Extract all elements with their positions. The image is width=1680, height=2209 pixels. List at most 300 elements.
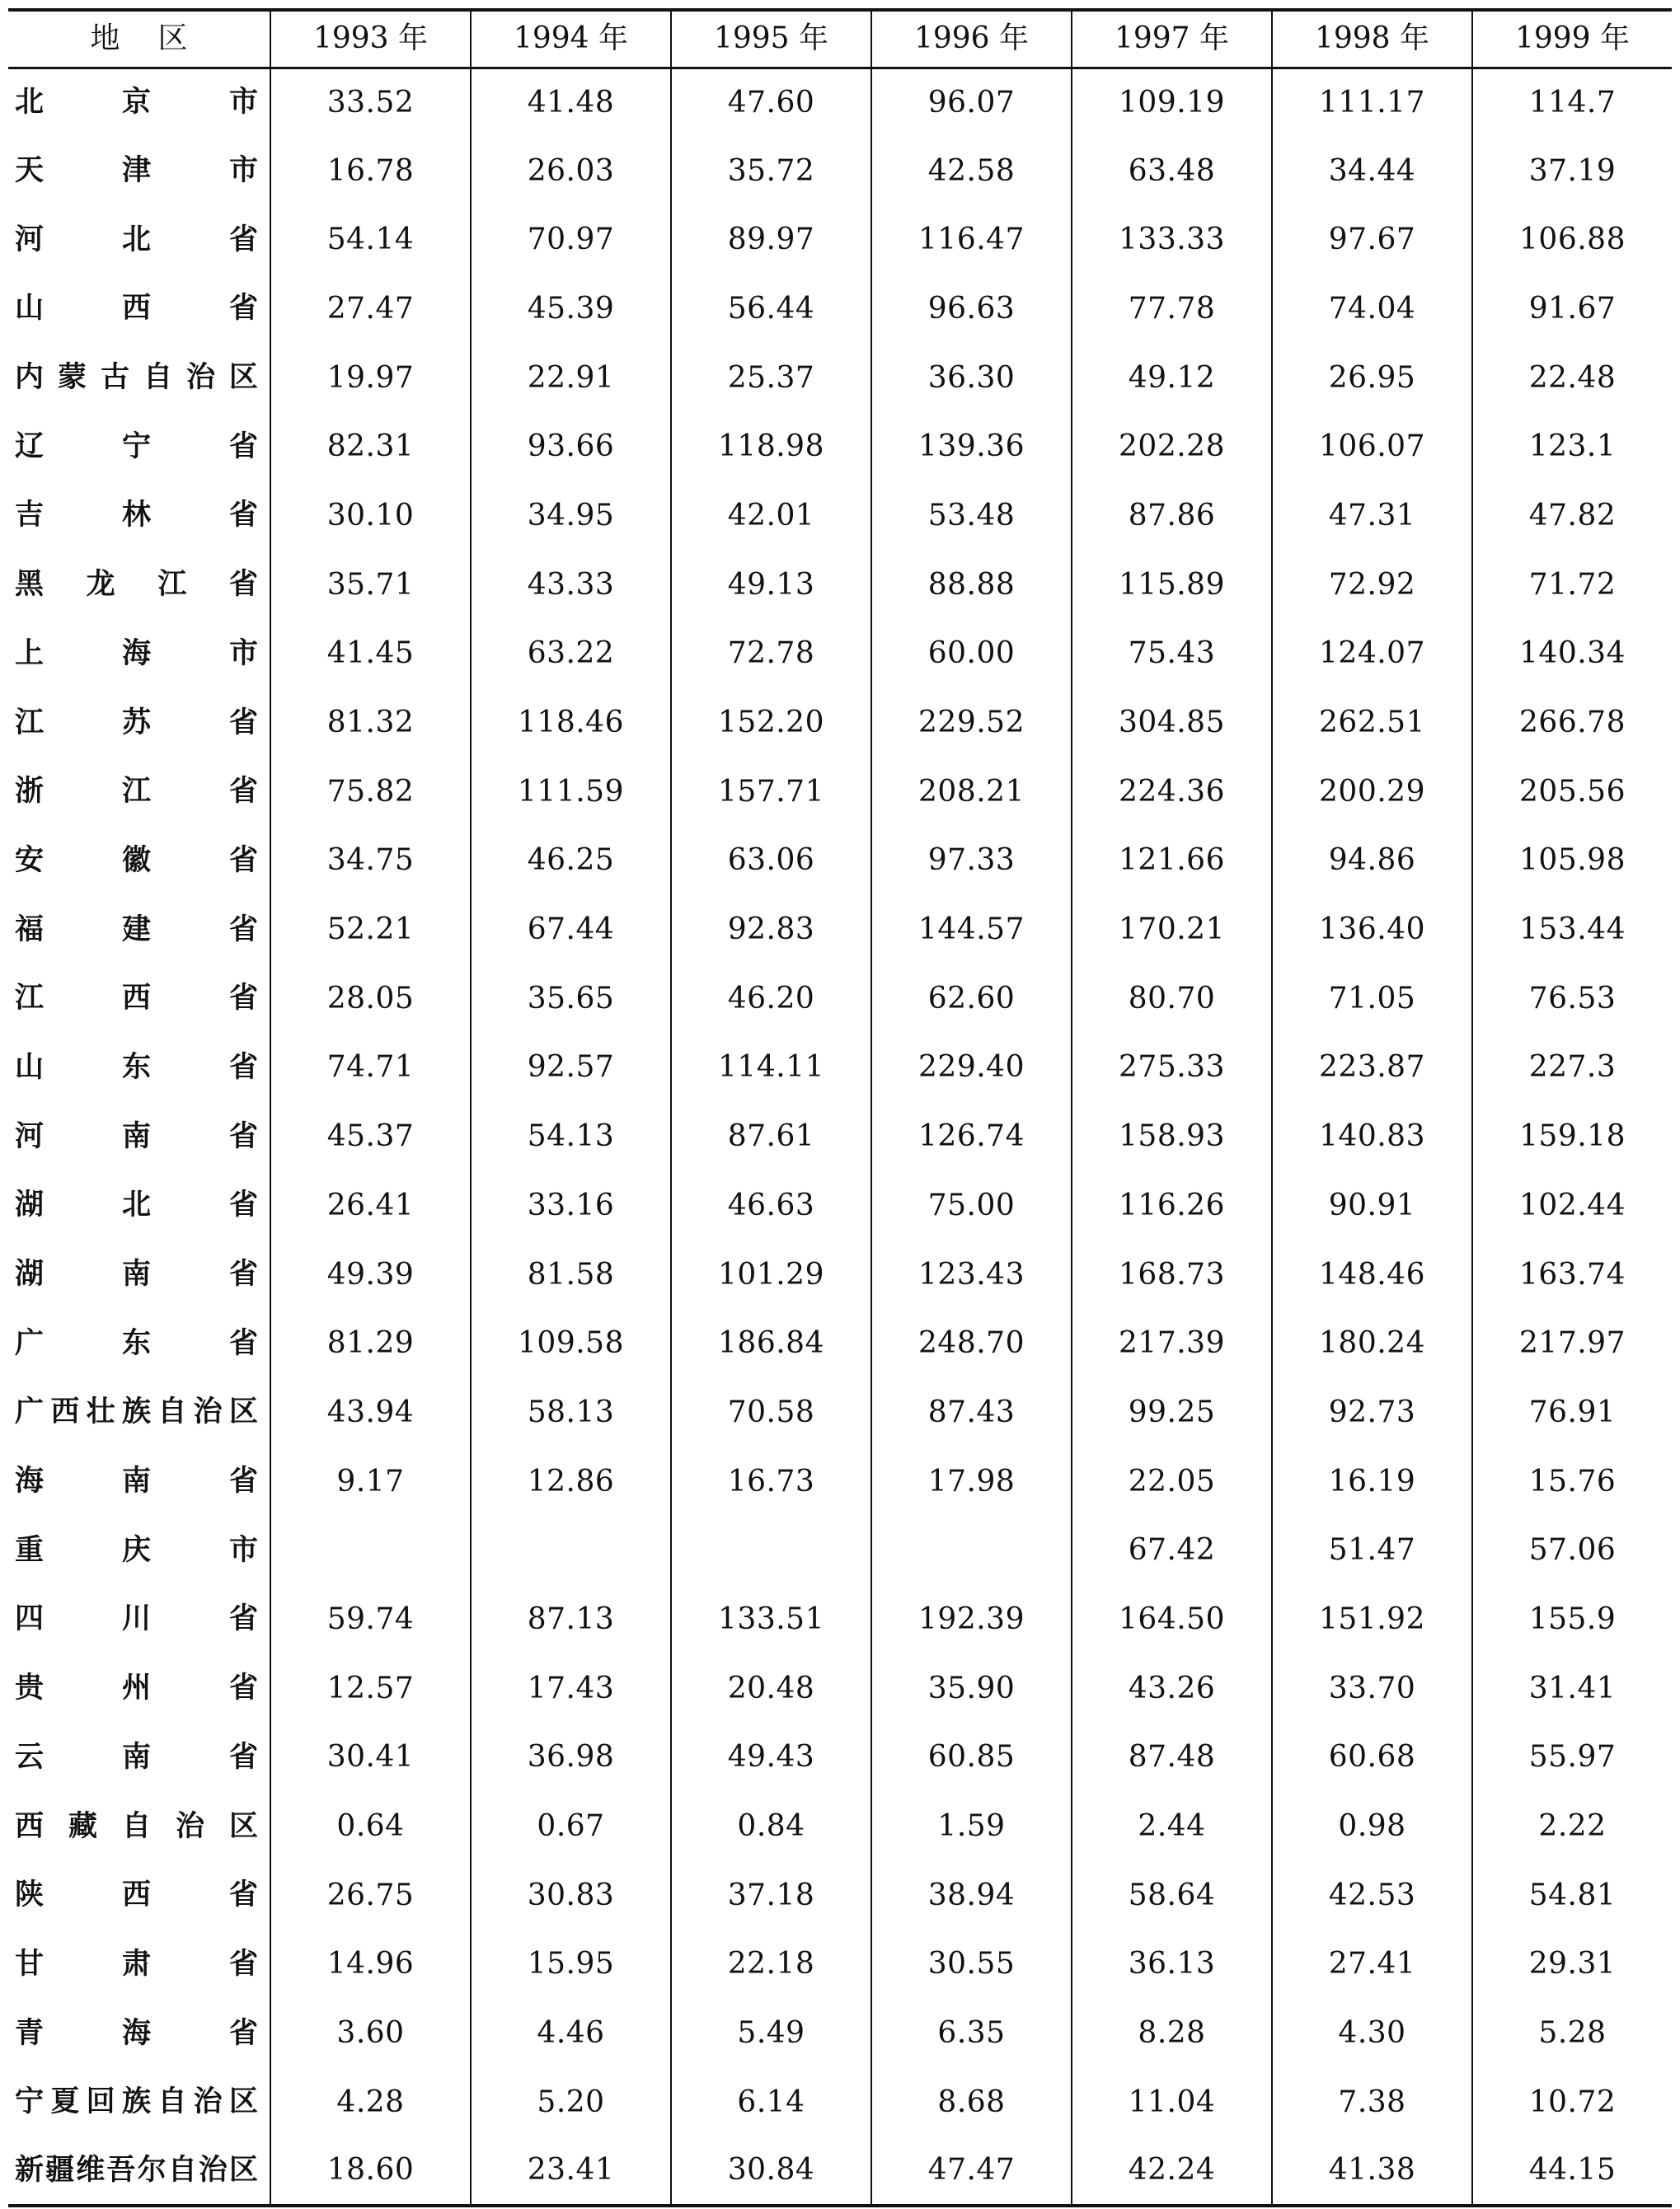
value-cell: 42.53 xyxy=(1272,1861,1472,1930)
value-cell: 14.96 xyxy=(270,1930,471,2000)
value-cell: 16.19 xyxy=(1272,1447,1472,1517)
region-char: 治 xyxy=(175,1809,204,1843)
value-cell: 77.78 xyxy=(1072,274,1272,344)
region-char: 省 xyxy=(228,499,258,532)
value-cell: 82.31 xyxy=(270,412,471,481)
region-char: 省 xyxy=(228,1465,258,1498)
value-cell: 87.43 xyxy=(871,1378,1072,1447)
region-cell xyxy=(8,1654,270,1724)
value-cell: 35.90 xyxy=(871,1654,1072,1724)
value-cell: 60.00 xyxy=(871,620,1072,689)
region-name xyxy=(15,1809,258,1843)
region-char: 新 xyxy=(15,2153,45,2187)
value-cell: 35.71 xyxy=(270,551,471,620)
value-cell: 41.48 xyxy=(471,68,671,137)
value-cell: 140.34 xyxy=(1472,620,1672,689)
value-cell: 81.29 xyxy=(270,1309,471,1378)
value-cell: 49.12 xyxy=(1072,344,1272,413)
region-char: 建 xyxy=(121,912,151,946)
value-cell: 36.98 xyxy=(471,1724,671,1793)
region-char: 省 xyxy=(228,1326,258,1360)
region-char: 苏 xyxy=(121,706,151,739)
value-cell: 33.70 xyxy=(1272,1654,1472,1724)
header-year: 1993 年 xyxy=(270,10,471,68)
table-row xyxy=(8,274,1672,344)
region-char: 市 xyxy=(228,1533,258,1567)
region-char: 省 xyxy=(228,982,258,1015)
value-cell: 37.18 xyxy=(671,1861,871,1930)
region-char: 吾 xyxy=(106,2153,136,2187)
table-row xyxy=(8,1930,1672,2000)
value-cell: 170.21 xyxy=(1072,895,1272,964)
value-cell: 81.58 xyxy=(471,1241,671,1310)
value-cell: 60.68 xyxy=(1272,1724,1472,1793)
value-cell: 46.25 xyxy=(471,827,671,896)
region-char: 区 xyxy=(228,2153,258,2187)
value-cell: 8.28 xyxy=(1072,1999,1272,2068)
region-char: 西 xyxy=(121,982,151,1015)
value-cell: 87.86 xyxy=(1072,481,1272,551)
region-char: 海 xyxy=(15,1465,45,1498)
region-cell xyxy=(8,1102,270,1171)
value-cell: 121.66 xyxy=(1072,827,1272,896)
region-char: 安 xyxy=(15,843,45,877)
table-row xyxy=(8,68,1672,137)
value-cell xyxy=(871,1516,1072,1585)
region-char: 北 xyxy=(15,86,45,120)
region-name xyxy=(15,292,258,326)
region-name xyxy=(15,1119,258,1153)
region-cell xyxy=(8,688,270,757)
value-cell: 126.74 xyxy=(871,1102,1072,1171)
value-cell: 46.20 xyxy=(671,964,871,1034)
region-char: 京 xyxy=(121,86,151,120)
region-char: 市 xyxy=(228,154,258,188)
region-char: 林 xyxy=(121,499,151,532)
region-char: 贵 xyxy=(15,1672,45,1705)
value-cell: 304.85 xyxy=(1072,688,1272,757)
value-cell: 208.21 xyxy=(871,757,1072,827)
table-row xyxy=(8,1034,1672,1103)
value-cell: 133.33 xyxy=(1072,205,1272,274)
region-char: 四 xyxy=(15,1602,45,1636)
value-cell: 54.13 xyxy=(471,1102,671,1171)
region-char: 自 xyxy=(157,2085,187,2119)
region-cell xyxy=(8,68,270,137)
value-cell: 35.72 xyxy=(671,137,871,206)
value-cell: 96.63 xyxy=(871,274,1072,344)
value-cell: 22.48 xyxy=(1472,344,1672,413)
region-cell xyxy=(8,1792,270,1861)
value-cell: 49.43 xyxy=(671,1724,871,1793)
value-cell xyxy=(671,1516,871,1585)
value-cell: 90.91 xyxy=(1272,1171,1472,1241)
value-cell: 35.65 xyxy=(471,964,671,1034)
value-cell: 205.56 xyxy=(1472,757,1672,827)
value-cell: 33.52 xyxy=(270,68,471,137)
value-cell: 124.07 xyxy=(1272,620,1472,689)
table-row xyxy=(8,1792,1672,1861)
region-name xyxy=(15,568,258,602)
value-cell: 99.25 xyxy=(1072,1378,1272,1447)
value-cell: 43.33 xyxy=(471,551,671,620)
region-char: 广 xyxy=(15,1395,45,1429)
value-cell: 54.14 xyxy=(270,205,471,274)
value-cell: 229.40 xyxy=(871,1034,1072,1103)
region-name xyxy=(15,1050,258,1084)
value-cell: 0.67 xyxy=(471,1792,671,1861)
region-cell xyxy=(8,1378,270,1447)
value-cell: 106.88 xyxy=(1472,205,1672,274)
value-cell: 139.36 xyxy=(871,412,1072,481)
value-cell: 116.26 xyxy=(1072,1171,1272,1241)
region-char: 宁 xyxy=(121,429,151,463)
region-char: 省 xyxy=(228,1878,258,1912)
value-cell: 81.32 xyxy=(270,688,471,757)
header-region-label xyxy=(8,21,270,56)
region-char: 浙 xyxy=(15,775,45,809)
table-row xyxy=(8,2137,1672,2207)
region-name xyxy=(15,1674,258,1703)
table-row xyxy=(8,1516,1672,1585)
table-row xyxy=(8,1309,1672,1378)
value-cell: 9.17 xyxy=(270,1447,471,1517)
table-row xyxy=(8,481,1672,551)
header-region-char: 区 xyxy=(157,21,188,56)
region-name xyxy=(15,912,258,946)
region-cell xyxy=(8,137,270,206)
value-cell: 94.86 xyxy=(1272,827,1472,896)
region-char: 陕 xyxy=(15,1878,45,1912)
header-year: 1998 年 xyxy=(1272,10,1472,68)
value-cell: 15.76 xyxy=(1472,1447,1672,1517)
value-cell: 52.21 xyxy=(270,895,471,964)
region-char: 维 xyxy=(76,2153,106,2187)
table-body xyxy=(8,68,1672,2206)
value-cell: 36.30 xyxy=(871,344,1072,413)
region-char: 山 xyxy=(15,292,45,326)
table-row xyxy=(8,551,1672,620)
value-cell: 16.73 xyxy=(671,1447,871,1517)
value-cell: 136.40 xyxy=(1272,895,1472,964)
value-cell: 22.18 xyxy=(671,1930,871,2000)
region-char: 江 xyxy=(15,706,45,739)
value-cell: 27.47 xyxy=(270,274,471,344)
region-char: 省 xyxy=(228,1119,258,1153)
region-char: 省 xyxy=(228,1189,258,1222)
region-name xyxy=(15,1533,258,1567)
region-char: 龙 xyxy=(86,568,115,602)
value-cell: 43.94 xyxy=(270,1378,471,1447)
value-cell: 6.14 xyxy=(671,2068,871,2137)
region-name xyxy=(15,1395,258,1429)
region-cell xyxy=(8,1171,270,1241)
value-cell: 58.64 xyxy=(1072,1861,1272,1930)
region-char: 省 xyxy=(228,2016,258,2050)
region-name xyxy=(15,2153,258,2187)
header-year: 1994 年 xyxy=(471,10,671,68)
value-cell: 51.47 xyxy=(1272,1516,1472,1585)
region-name xyxy=(15,1878,258,1912)
region-char: 吉 xyxy=(15,499,45,532)
value-cell: 18.60 xyxy=(270,2137,471,2207)
value-cell: 31.41 xyxy=(1472,1654,1672,1724)
value-cell: 33.16 xyxy=(471,1171,671,1241)
region-char: 东 xyxy=(121,1326,151,1360)
value-cell: 41.45 xyxy=(270,620,471,689)
value-cell: 89.97 xyxy=(671,205,871,274)
table-row xyxy=(8,205,1672,274)
region-char: 省 xyxy=(228,568,258,602)
value-cell: 76.91 xyxy=(1472,1378,1672,1447)
region-char: 湖 xyxy=(15,1189,45,1222)
value-cell: 202.28 xyxy=(1072,412,1272,481)
value-cell: 12.57 xyxy=(270,1654,471,1724)
region-name xyxy=(15,429,258,463)
region-char: 区 xyxy=(228,1395,258,1429)
value-cell: 30.55 xyxy=(871,1930,1072,2000)
value-cell: 266.78 xyxy=(1472,688,1672,757)
region-char: 青 xyxy=(15,2016,45,2050)
region-char: 西 xyxy=(121,292,151,326)
region-cell xyxy=(8,551,270,620)
region-name xyxy=(15,223,258,256)
value-cell: 123.43 xyxy=(871,1241,1072,1310)
value-cell: 74.04 xyxy=(1272,274,1472,344)
value-cell: 23.41 xyxy=(471,2137,671,2207)
region-cell xyxy=(8,481,270,551)
region-name xyxy=(15,843,258,877)
value-cell: 5.28 xyxy=(1472,1999,1672,2068)
value-cell: 53.48 xyxy=(871,481,1072,551)
region-cell xyxy=(8,2068,270,2137)
region-char: 省 xyxy=(228,1258,258,1292)
value-cell: 155.9 xyxy=(1472,1585,1672,1654)
value-cell: 72.78 xyxy=(671,620,871,689)
value-cell: 92.83 xyxy=(671,895,871,964)
region-char: 回 xyxy=(86,2085,115,2119)
value-cell: 75.82 xyxy=(270,757,471,827)
value-cell: 27.41 xyxy=(1272,1930,1472,2000)
region-char: 徽 xyxy=(121,843,151,877)
value-cell: 168.73 xyxy=(1072,1241,1272,1310)
value-cell: 133.51 xyxy=(671,1585,871,1654)
value-cell: 1.59 xyxy=(871,1792,1072,1861)
region-char: 江 xyxy=(15,982,45,1015)
region-char: 北 xyxy=(121,223,151,256)
table-row xyxy=(8,344,1672,413)
value-cell: 30.10 xyxy=(270,481,471,551)
value-cell: 164.50 xyxy=(1072,1585,1272,1654)
value-cell: 49.13 xyxy=(671,551,871,620)
region-char: 南 xyxy=(121,1258,151,1292)
region-char: 山 xyxy=(15,1050,45,1084)
value-cell: 26.41 xyxy=(270,1171,471,1241)
region-char: 治 xyxy=(193,2085,223,2119)
value-cell: 158.93 xyxy=(1072,1102,1272,1171)
region-char: 南 xyxy=(121,1740,151,1774)
table-row xyxy=(8,1447,1672,1517)
region-char: 自 xyxy=(167,2153,197,2187)
value-cell: 29.31 xyxy=(1472,1930,1672,2000)
value-cell: 2.22 xyxy=(1472,1792,1672,1861)
value-cell: 109.58 xyxy=(471,1309,671,1378)
region-name xyxy=(15,1467,258,1496)
region-char: 族 xyxy=(121,1395,151,1429)
value-cell xyxy=(471,1516,671,1585)
value-cell: 71.05 xyxy=(1272,964,1472,1034)
value-cell: 4.30 xyxy=(1272,1999,1472,2068)
region-cell xyxy=(8,1309,270,1378)
value-cell: 4.46 xyxy=(471,1999,671,2068)
region-name xyxy=(15,1191,258,1220)
table-row xyxy=(8,1241,1672,1310)
value-cell: 45.37 xyxy=(270,1102,471,1171)
value-cell: 275.33 xyxy=(1072,1034,1272,1103)
region-cell xyxy=(8,757,270,827)
region-cell xyxy=(8,1724,270,1793)
region-char: 省 xyxy=(228,1947,258,1981)
region-char: 天 xyxy=(15,154,45,188)
value-cell: 28.05 xyxy=(270,964,471,1034)
value-cell: 34.75 xyxy=(270,827,471,896)
value-cell: 43.26 xyxy=(1072,1654,1272,1724)
value-cell: 70.97 xyxy=(471,205,671,274)
header-row xyxy=(8,10,1672,68)
region-char: 河 xyxy=(15,1119,45,1153)
value-cell: 34.95 xyxy=(471,481,671,551)
value-cell: 159.18 xyxy=(1472,1102,1672,1171)
table-row xyxy=(8,137,1672,206)
region-name xyxy=(15,1602,258,1636)
value-cell: 58.13 xyxy=(471,1378,671,1447)
value-cell: 47.31 xyxy=(1272,481,1472,551)
region-char: 广 xyxy=(15,1326,45,1360)
region-char: 自 xyxy=(143,361,172,395)
value-cell: 101.29 xyxy=(671,1241,871,1310)
region-char: 市 xyxy=(228,636,258,670)
value-cell: 87.61 xyxy=(671,1102,871,1171)
region-char: 治 xyxy=(185,361,215,395)
value-cell: 97.33 xyxy=(871,827,1072,896)
region-char: 南 xyxy=(121,1119,151,1153)
value-cell: 106.07 xyxy=(1272,412,1472,481)
table-row xyxy=(8,1724,1672,1793)
value-cell: 262.51 xyxy=(1272,688,1472,757)
region-char: 福 xyxy=(15,912,45,946)
value-cell: 109.19 xyxy=(1072,68,1272,137)
region-char: 河 xyxy=(15,223,45,256)
value-cell: 123.1 xyxy=(1472,412,1672,481)
table-row xyxy=(8,895,1672,964)
value-cell: 75.00 xyxy=(871,1171,1072,1241)
region-cell xyxy=(8,1447,270,1517)
region-cell xyxy=(8,1585,270,1654)
value-cell: 60.85 xyxy=(871,1724,1072,1793)
region-char: 省 xyxy=(228,843,258,877)
region-char: 西 xyxy=(50,1395,80,1429)
header-year: 1997 年 xyxy=(1072,10,1272,68)
value-cell: 38.94 xyxy=(871,1861,1072,1930)
region-name xyxy=(15,775,258,809)
region-char: 肃 xyxy=(121,1947,151,1981)
value-cell: 80.70 xyxy=(1072,964,1272,1034)
table-row xyxy=(8,688,1672,757)
region-char: 湖 xyxy=(15,1258,45,1292)
value-cell: 0.64 xyxy=(270,1792,471,1861)
region-char: 区 xyxy=(228,1809,258,1843)
region-cell xyxy=(8,1241,270,1310)
value-cell: 4.28 xyxy=(270,2068,471,2137)
table-row xyxy=(8,1102,1672,1171)
value-cell: 12.86 xyxy=(471,1447,671,1517)
value-cell: 102.44 xyxy=(1472,1171,1672,1241)
value-cell: 72.92 xyxy=(1272,551,1472,620)
value-cell: 217.39 xyxy=(1072,1309,1272,1378)
value-cell: 30.84 xyxy=(671,2137,871,2207)
region-name xyxy=(15,2016,258,2050)
region-char: 海 xyxy=(121,636,151,670)
value-cell: 67.42 xyxy=(1072,1516,1272,1585)
region-char: 辽 xyxy=(15,429,45,463)
value-cell: 36.13 xyxy=(1072,1930,1272,2000)
value-cell: 118.98 xyxy=(671,412,871,481)
value-cell: 16.78 xyxy=(270,137,471,206)
region-cell xyxy=(8,620,270,689)
region-char: 壮 xyxy=(86,1395,115,1429)
value-cell: 148.46 xyxy=(1272,1241,1472,1310)
value-cell: 224.36 xyxy=(1072,757,1272,827)
value-cell: 116.47 xyxy=(871,205,1072,274)
region-char: 自 xyxy=(157,1395,187,1429)
value-cell: 25.37 xyxy=(671,344,871,413)
value-cell: 5.49 xyxy=(671,1999,871,2068)
value-cell: 97.67 xyxy=(1272,205,1472,274)
data-table xyxy=(8,8,1672,2207)
value-cell: 92.57 xyxy=(471,1034,671,1103)
region-char: 古 xyxy=(100,361,129,395)
value-cell: 41.38 xyxy=(1272,2137,1472,2207)
region-char: 市 xyxy=(228,86,258,120)
region-char: 省 xyxy=(228,775,258,809)
value-cell: 47.60 xyxy=(671,68,871,137)
region-char: 夏 xyxy=(50,2085,80,2119)
value-cell: 229.52 xyxy=(871,688,1072,757)
region-name xyxy=(15,501,258,530)
region-char: 宁 xyxy=(15,2085,45,2119)
table-row xyxy=(8,1861,1672,1930)
value-cell: 223.87 xyxy=(1272,1034,1472,1103)
value-cell: 46.63 xyxy=(671,1171,871,1241)
value-cell: 15.95 xyxy=(471,1930,671,2000)
value-cell: 59.74 xyxy=(270,1585,471,1654)
region-cell xyxy=(8,344,270,413)
region-cell xyxy=(8,2137,270,2207)
region-name xyxy=(15,2085,258,2119)
value-cell: 8.68 xyxy=(871,2068,1072,2137)
region-cell xyxy=(8,274,270,344)
value-cell: 92.73 xyxy=(1272,1378,1472,1447)
table-row xyxy=(8,1171,1672,1241)
region-char: 津 xyxy=(121,154,151,188)
value-cell: 49.39 xyxy=(270,1241,471,1310)
region-char: 西 xyxy=(15,1809,45,1843)
region-name xyxy=(15,1258,258,1292)
value-cell: 96.07 xyxy=(871,68,1072,137)
region-char: 云 xyxy=(15,1740,45,1774)
value-cell: 17.98 xyxy=(871,1447,1072,1517)
region-name xyxy=(15,1326,258,1360)
